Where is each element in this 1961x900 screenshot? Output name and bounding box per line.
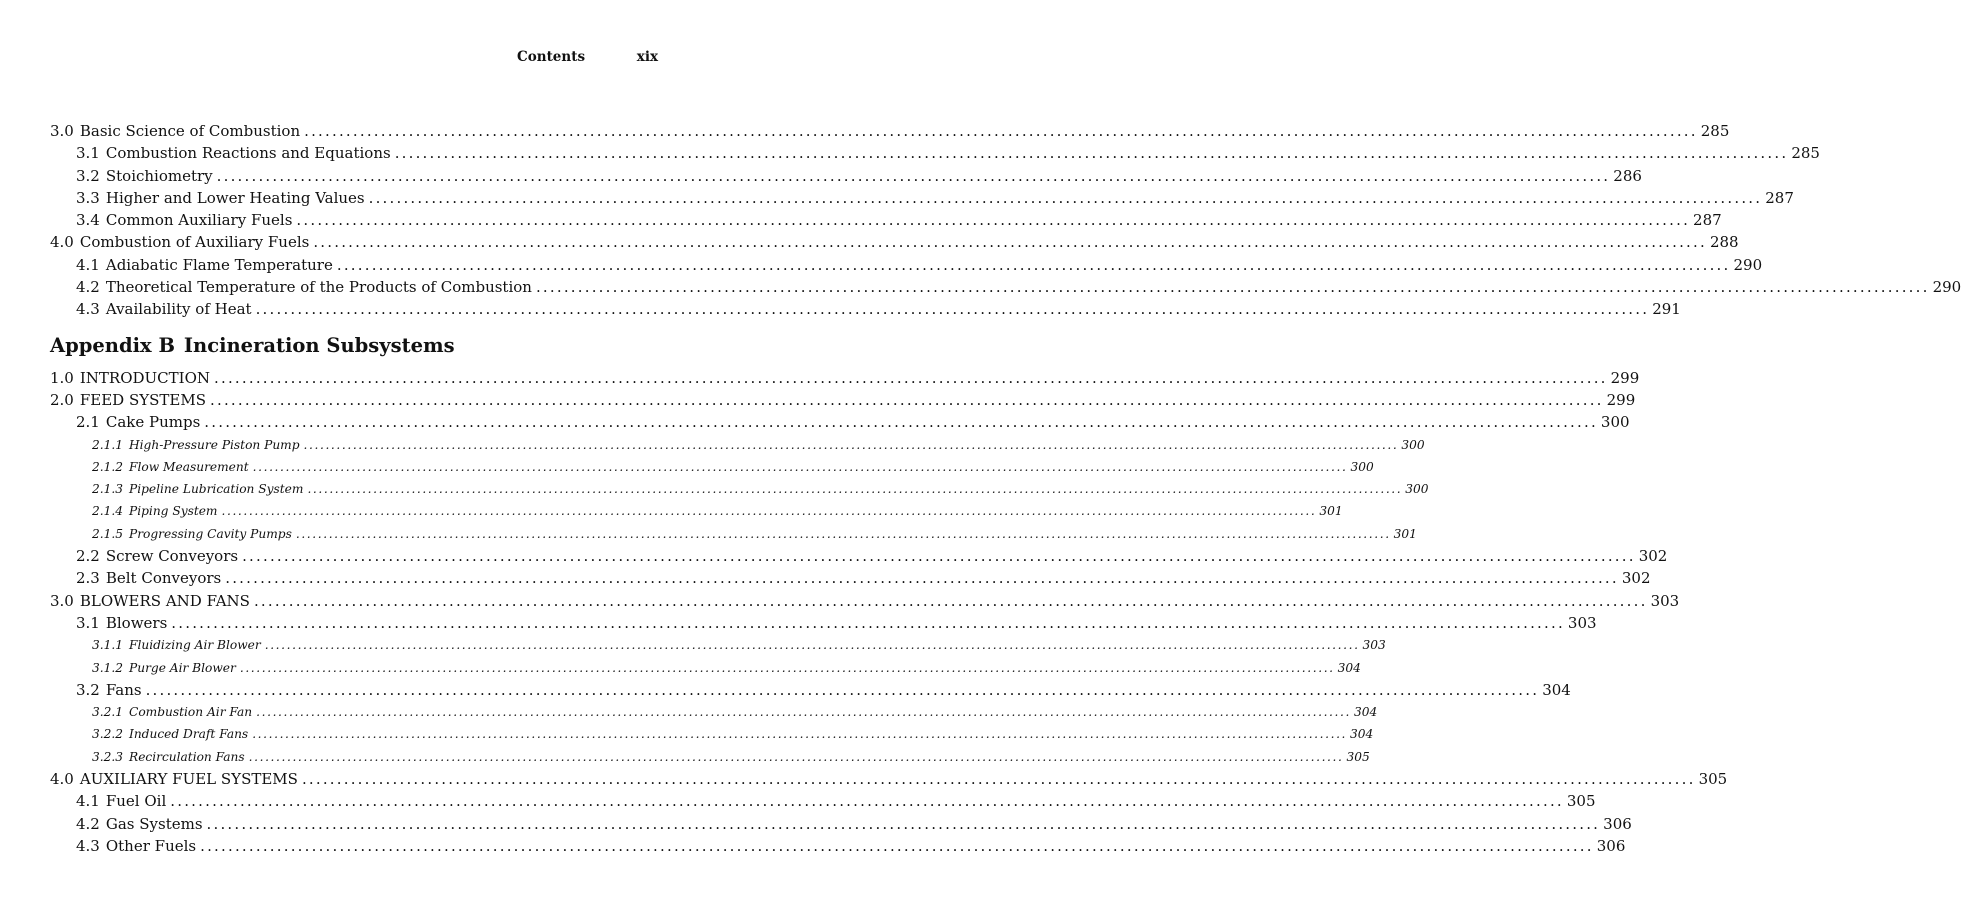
dot-leader: ........................................................................................................................................................................................................ xyxy=(248,749,1344,764)
toc-entry-page: 299 xyxy=(1610,368,1640,387)
dot-leader: ........................................................................................................................................................................................................ xyxy=(252,727,1348,742)
toc-entry[interactable] xyxy=(50,723,1374,745)
dot-leader: ........................................................................................................................................................................................................ xyxy=(206,814,1601,833)
toc-entry-number: 3.0 xyxy=(50,591,74,610)
toc-entry-title: Combustion Air Fan xyxy=(129,705,253,720)
toc-entry-title: Flow Measurement xyxy=(129,459,249,474)
toc-entry-number: 3.2.3 xyxy=(92,749,124,764)
dot-leader: ........................................................................................................................................................................................................ xyxy=(303,437,1399,452)
toc-entry-number: 2.1.2 xyxy=(92,459,124,474)
appendix-label: Appendix B xyxy=(50,333,175,357)
toc-entry-number: 4.1 xyxy=(76,255,100,274)
toc-entry[interactable] xyxy=(50,657,1361,679)
toc-entry[interactable] xyxy=(50,187,1794,209)
toc-entry-title: FEED SYSTEMS xyxy=(79,390,207,409)
toc-entry-title: Recirculation Fans xyxy=(129,749,245,764)
toc-entry-title: Gas Systems xyxy=(105,814,203,833)
toc-entry[interactable] xyxy=(50,790,1596,812)
toc-entry-page: 302 xyxy=(1638,547,1668,566)
toc-entry[interactable] xyxy=(50,367,1640,389)
toc-entry[interactable] xyxy=(50,679,1571,701)
toc-entry-page: 305 xyxy=(1566,792,1596,811)
toc-entry[interactable] xyxy=(50,523,1417,545)
toc-entry-title: Induced Draft Fans xyxy=(129,727,249,742)
toc-entry-title: Belt Conveyors xyxy=(105,569,222,588)
toc-entry-title: Combustion of Auxiliary Fuels xyxy=(79,233,310,252)
toc-entry-title: Pipeline Lubrication System xyxy=(129,482,304,497)
toc-entry-page: 300 xyxy=(1600,413,1630,432)
dot-leader: ........................................................................................................................................................................................................ xyxy=(145,680,1540,699)
toc-entry-page: 304 xyxy=(1542,680,1571,699)
dot-leader: ........................................................................................................................................................................................................ xyxy=(394,144,1789,163)
toc-entry-number: 1.0 xyxy=(50,368,74,387)
toc-entry-title: Theoretical Temperature of the Products of Combustion xyxy=(105,278,532,297)
running-head xyxy=(0,49,707,67)
toc-entry-page: 288 xyxy=(1709,233,1739,252)
toc-entry-number: 2.3 xyxy=(76,569,100,588)
toc-entry-number: 3.2.1 xyxy=(92,705,124,720)
toc-section-appendix-a-tail xyxy=(50,120,1961,321)
toc-entry[interactable] xyxy=(50,165,1642,187)
toc-entry-number: 4.2 xyxy=(76,278,100,297)
toc-entry-number: 3.1.2 xyxy=(92,660,124,675)
toc-entry-page: 301 xyxy=(1393,526,1417,541)
appendix-title: Incineration Subsystems xyxy=(183,333,455,357)
dot-leader: ........................................................................................................................................................................................................ xyxy=(253,591,1648,610)
dot-leader: ........................................................................................................................................................................................................ xyxy=(216,166,1611,185)
toc-entry-title: Cake Pumps xyxy=(105,413,201,432)
dot-leader: ........................................................................................................................................................................................................ xyxy=(535,278,1930,297)
toc-entry-number: 3.1.1 xyxy=(92,638,124,653)
dot-leader: ........................................................................................................................................................................................................ xyxy=(296,211,1691,230)
toc-entry[interactable] xyxy=(50,142,1820,164)
toc-entry-number: 2.1 xyxy=(76,413,100,432)
toc-entry-title: Fluidizing Air Blower xyxy=(129,638,261,653)
toc-entry-title: BLOWERS AND FANS xyxy=(79,591,250,610)
toc-entry-page: 290 xyxy=(1733,255,1763,274)
toc-entry[interactable] xyxy=(50,813,1632,835)
toc-entry-number: 3.2.2 xyxy=(92,727,124,742)
toc-entry[interactable] xyxy=(50,276,1961,298)
toc-entry-title: Other Fuels xyxy=(105,836,197,855)
toc-entry[interactable] xyxy=(50,434,1425,456)
toc-entry[interactable] xyxy=(50,389,1636,411)
toc-entry-title: Purge Air Blower xyxy=(129,660,236,675)
toc-entry[interactable] xyxy=(50,411,1630,433)
dot-leader: ........................................................................................................................................................................................................ xyxy=(307,482,1403,497)
toc-entry-title: Combustion Reactions and Equations xyxy=(105,144,391,163)
toc-entry[interactable] xyxy=(50,701,1378,723)
toc-entry-number: 3.1 xyxy=(76,144,100,163)
toc-entry-page: 303 xyxy=(1567,613,1597,632)
toc-section-appendix-b xyxy=(50,367,1728,858)
toc-entry-title: Progressing Cavity Pumps xyxy=(129,526,292,541)
toc-entry-page: 300 xyxy=(1405,482,1429,497)
toc-entry-page: 299 xyxy=(1606,390,1636,409)
toc-entry[interactable] xyxy=(50,500,1343,522)
toc-entry-page: 291 xyxy=(1652,300,1681,319)
toc-entry[interactable] xyxy=(50,746,1370,768)
appendix-heading xyxy=(50,326,571,366)
toc-entry-page: 301 xyxy=(1319,504,1343,519)
toc-entry-page: 303 xyxy=(1362,638,1386,653)
toc-entry-page: 302 xyxy=(1621,569,1651,588)
toc-entry-number: 2.1.3 xyxy=(92,482,124,497)
toc-entry-title: High-Pressure Piston Pump xyxy=(129,437,300,452)
toc-entry-number: 4.3 xyxy=(76,836,100,855)
toc-entry-page: 304 xyxy=(1350,727,1374,742)
toc-entry-number: 4.3 xyxy=(76,300,100,319)
toc-entry-number: 2.1.4 xyxy=(92,504,124,519)
toc-entry-page: 306 xyxy=(1596,836,1626,855)
dot-leader: ........................................................................................................................................................................................................ xyxy=(336,255,1731,274)
toc-entry-title: Piping System xyxy=(129,504,218,519)
dot-leader: ........................................................................................................................................................................................................ xyxy=(204,413,1598,432)
dot-leader: ........................................................................................................................................................................................................ xyxy=(264,638,1360,653)
dot-leader: ........................................................................................................................................................................................................ xyxy=(252,459,1348,474)
toc-entry-page: 290 xyxy=(1932,278,1961,297)
dot-leader: ........................................................................................................................................................................................................ xyxy=(200,836,1594,855)
dot-leader: ........................................................................................................................................................................................................ xyxy=(304,122,1698,140)
dot-leader: ........................................................................................................................................................................................................ xyxy=(301,770,1696,789)
toc-entry-page: 305 xyxy=(1698,770,1728,789)
toc-entry-page: 285 xyxy=(1700,122,1730,140)
dot-leader: ........................................................................................................................................................................................................ xyxy=(210,390,1604,409)
toc-entry-page: 300 xyxy=(1401,437,1425,452)
toc-entry-page: 287 xyxy=(1765,188,1794,207)
toc-entry[interactable] xyxy=(50,209,1722,231)
toc-entry[interactable] xyxy=(50,120,1730,142)
dot-leader: ........................................................................................................................................................................................................ xyxy=(170,792,1564,811)
toc-entry[interactable] xyxy=(50,545,1668,567)
toc-entry-title: Basic Science of Combustion xyxy=(79,122,301,140)
toc-entry-number: 4.2 xyxy=(76,814,100,833)
toc-entry-number: 2.1.5 xyxy=(92,526,124,541)
table-of-contents xyxy=(50,120,1961,857)
toc-entry-title: Screw Conveyors xyxy=(105,547,239,566)
toc-entry[interactable] xyxy=(50,590,1680,612)
toc-entry-page: 303 xyxy=(1650,591,1680,610)
toc-entry-page: 285 xyxy=(1791,144,1820,163)
toc-entry-page: 286 xyxy=(1613,166,1642,185)
toc-entry-title: Blowers xyxy=(105,613,168,632)
toc-entry-title: Stoichiometry xyxy=(105,166,213,185)
toc-entry[interactable] xyxy=(50,478,1429,500)
toc-entry-number: 2.1.1 xyxy=(92,437,124,452)
toc-entry-number: 2.0 xyxy=(50,390,74,409)
toc-entry[interactable] xyxy=(50,612,1597,634)
toc-entry-number: 4.0 xyxy=(50,770,74,789)
toc-entry-title: AUXILIARY FUEL SYSTEMS xyxy=(79,770,298,789)
dot-leader: ........................................................................................................................................................................................................ xyxy=(368,188,1763,207)
toc-entry[interactable] xyxy=(50,298,1681,320)
toc-entry-page: 304 xyxy=(1337,660,1361,675)
dot-leader: ........................................................................................................................................................................................................ xyxy=(295,526,1391,541)
toc-entry-title: Adiabatic Flame Temperature xyxy=(105,255,333,274)
page-number: xix xyxy=(636,49,658,65)
dot-leader: ........................................................................................................................................................................................................ xyxy=(171,613,1565,632)
dot-leader: ........................................................................................................................................................................................................ xyxy=(313,233,1707,252)
dot-leader: ........................................................................................................................................................................................................ xyxy=(225,569,1619,588)
toc-entry-title: Common Auxiliary Fuels xyxy=(105,211,293,230)
toc-entry-number: 3.3 xyxy=(76,188,100,207)
toc-entry-title: Availability of Heat xyxy=(105,300,252,319)
dot-leader: ........................................................................................................................................................................................................ xyxy=(214,368,1608,387)
dot-leader: ........................................................................................................................................................................................................ xyxy=(239,660,1335,675)
running-head-label: Contents xyxy=(517,49,586,65)
dot-leader: ........................................................................................................................................................................................................ xyxy=(256,705,1351,720)
toc-entry-number: 3.4 xyxy=(76,211,100,230)
toc-entry[interactable] xyxy=(50,768,1728,790)
toc-entry-page: 306 xyxy=(1603,814,1632,833)
toc-entry[interactable] xyxy=(50,231,1739,253)
toc-entry-page: 305 xyxy=(1346,749,1370,764)
toc-entry-page: 287 xyxy=(1693,211,1722,230)
dot-leader: ........................................................................................................................................................................................................ xyxy=(242,547,1636,566)
toc-entry-page: 300 xyxy=(1350,459,1374,474)
toc-entry[interactable] xyxy=(50,567,1651,589)
dot-leader: ........................................................................................................................................................................................................ xyxy=(221,504,1317,519)
toc-entry[interactable] xyxy=(50,254,1763,276)
toc-entry-page: 304 xyxy=(1353,705,1378,720)
toc-entry[interactable] xyxy=(50,456,1374,478)
toc-entry[interactable] xyxy=(50,835,1626,857)
toc-entry[interactable] xyxy=(50,634,1386,656)
toc-entry-number: 3.1 xyxy=(76,613,100,632)
toc-entry-title: Fuel Oil xyxy=(105,792,167,811)
toc-entry-number: 4.0 xyxy=(50,233,74,252)
toc-entry-number: 3.2 xyxy=(76,680,100,699)
dot-leader: ........................................................................................................................................................................................................ xyxy=(255,300,1650,319)
toc-entry-number: 3.0 xyxy=(50,122,74,140)
toc-entry-title: INTRODUCTION xyxy=(79,368,211,387)
toc-entry-number: 2.2 xyxy=(76,547,100,566)
toc-entry-number: 3.2 xyxy=(76,166,100,185)
toc-entry-title: Fans xyxy=(105,680,142,699)
toc-entry-title: Higher and Lower Heating Values xyxy=(105,188,365,207)
toc-entry-number: 4.1 xyxy=(76,792,100,811)
